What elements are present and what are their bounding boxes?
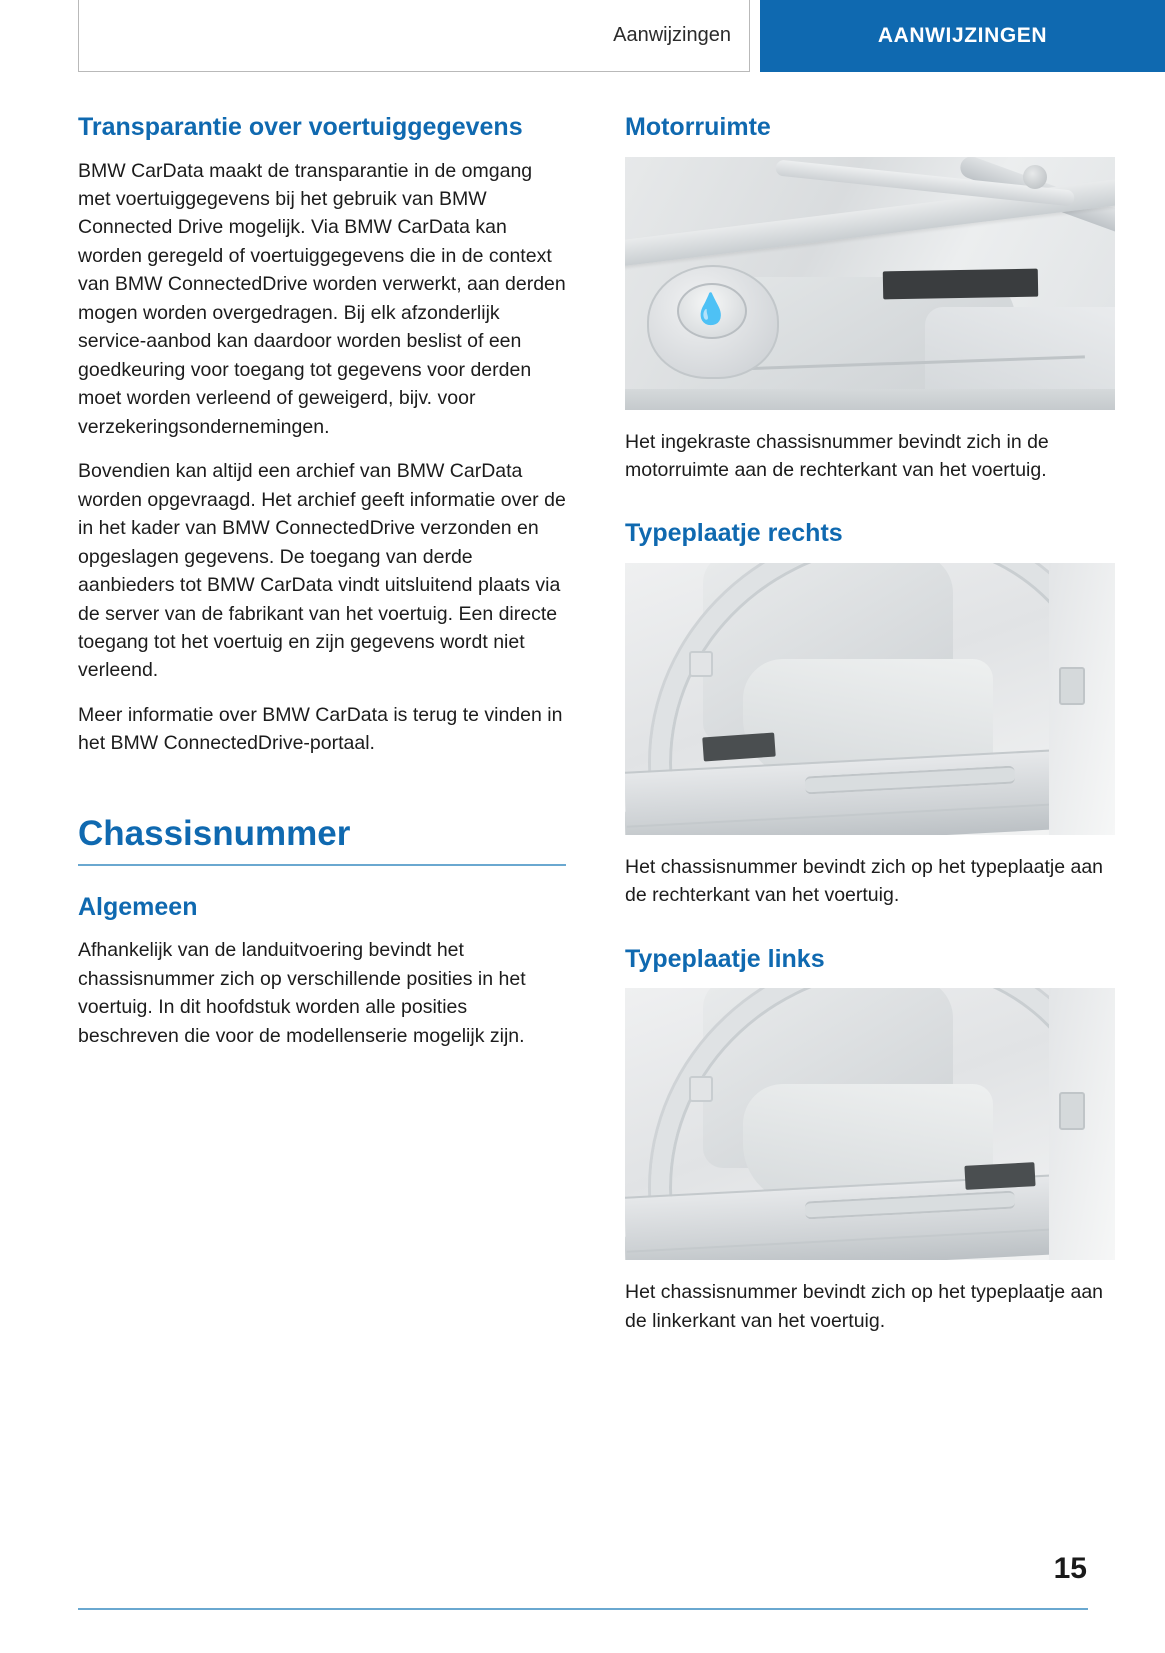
section-title-transparantie: Transparantie over voertuiggegevens — [78, 113, 523, 141]
breadcrumb — [78, 0, 750, 72]
paragraph-cardata-1: BMW CarData maakt de transparantie in de omgang met voertuiggegevens bij het gebruik van BMW Connected Drive mogelijk. Via BMW CarData kan worden geregeld of voertuiggegevens die in de context van BMW ConnectedDrive worden verwerkt, aan derden mogen worden overgedragen. Bij elk afzonderlijk service-aanbod kan daardoor worden beslist of een goedkeuring voor toegang tot gegevens voor derden moet worden verleend of geweigerd, bijv. voor verzekeringsondernemingen. — [78, 159, 566, 438]
door-sill-right-illustration — [625, 563, 1115, 835]
engine-bay-illustration — [625, 157, 1115, 410]
door-sill-left-illustration — [625, 988, 1115, 1260]
caption-typeplaatje-rechts: Het chassisnummer bevindt zich op het typeplaatje aan de rechterkant van het voertuig. — [625, 855, 1104, 907]
breadcrumb-label: Aanwijzingen — [613, 24, 731, 46]
page-title: Chassisnummer — [78, 814, 566, 866]
section-title-typeplaatje-rechts: Typeplaatje rechts — [625, 519, 843, 548]
vin-marking — [883, 268, 1038, 299]
paragraph-cardata-2: Bovendien kan altijd een archief van BMW CarData worden opgevraagd. Het archief geeft informatie over de in het kader van BMW ConnectedDrive verzonden en opgeslagen gegevens. De toegang van derde aanbieders tot BMW CarData vindt uitsluitend plaats via de server van de fabrikant van het voertuig. Een directe toegang tot het voertuig en zijn gegevens wordt niet verleend. — [78, 460, 566, 682]
chapter-tab-label: AANWIJZINGEN — [877, 24, 1048, 47]
section-title-typeplaatje-links: Typeplaatje links — [625, 944, 825, 973]
chapter-heading-wrap — [78, 814, 566, 866]
block-typeplaatje-rechts — [625, 518, 1115, 909]
section-title-motorruimte: Motorruimte — [625, 113, 771, 141]
page-header — [0, 0, 1165, 78]
block-typeplaatje-links — [625, 944, 1115, 1335]
caption-typeplaatje-links: Het chassisnummer bevindt zich op het typeplaatje aan de linkerkant van het voertuig. — [625, 1281, 1104, 1332]
vin-type-plate — [964, 1163, 1035, 1191]
washer-fluid-icon: 💧 — [692, 292, 730, 326]
page-number: 15 — [1053, 1552, 1087, 1585]
footer-divider — [78, 1608, 1088, 1610]
right-column — [625, 112, 1115, 1335]
paragraph-cardata-3: Meer informatie over BMW CarData is terug te vinden in het BMW ConnectedDrive-portaal. — [78, 703, 563, 755]
paragraph-algemeen: Afhankelijk van de landuitvoering bevindt het chassisnummer zich op verschillende posities in het voertuig. In dit hoofdstuk worden alle posities beschreven die voor de modellenserie mogelijk zijn. — [78, 939, 526, 1047]
chapter-tab — [760, 0, 1165, 72]
vin-type-plate — [702, 732, 775, 761]
bolt-icon — [1023, 165, 1047, 189]
section-title-algemeen: Algemeen — [78, 892, 198, 921]
block-motorruimte — [625, 112, 1115, 484]
left-column — [78, 112, 566, 1050]
caption-motorruimte: Het ingekraste chassisnummer bevindt zich in de motorruimte aan de rechterkant van het voertuig. — [625, 430, 1049, 481]
